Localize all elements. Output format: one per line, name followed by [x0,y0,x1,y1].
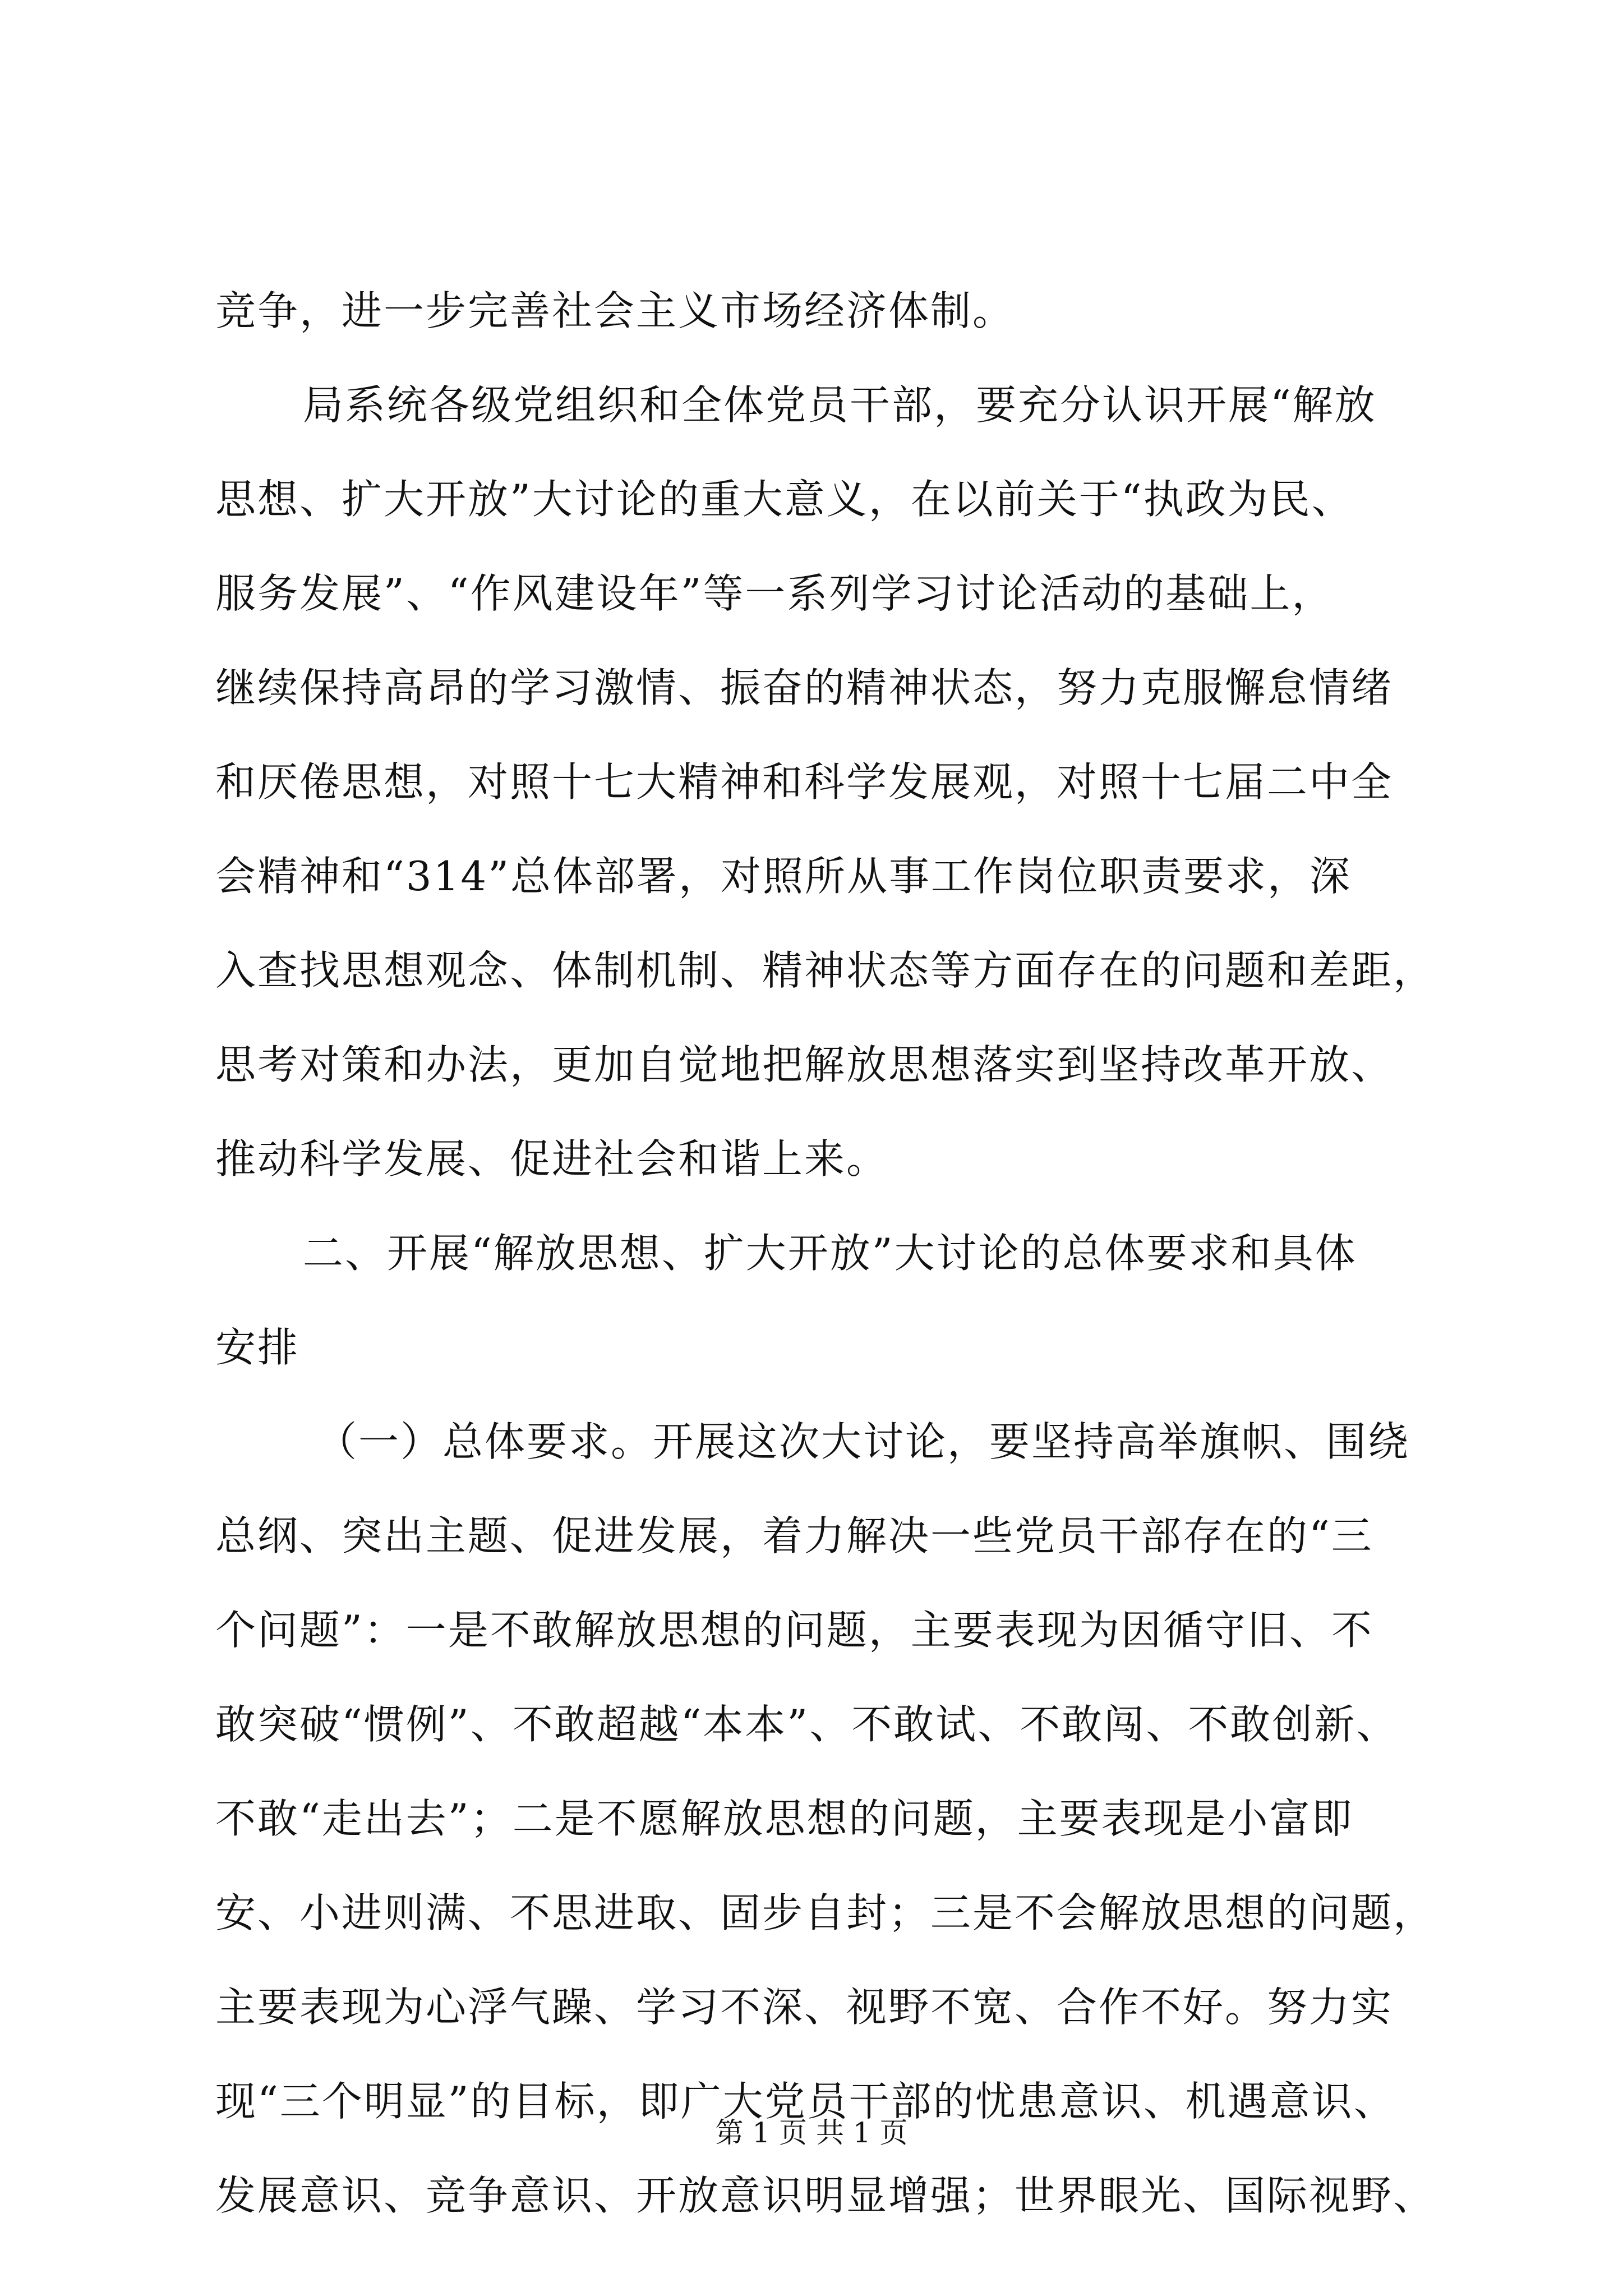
text-line: 敢突破“惯例”、不敢超越“本本”、不敢试、不敢闯、不敢创新、 [215,1701,1399,1748]
section-heading-line: 二、开展“解放思想、扩大开放”大讨论的总体要求和具体 [303,1230,1357,1277]
text-line: 总纲、突出主题、促进发展，着力解决一些党员干部存在的“三 [215,1512,1373,1559]
text-line: 会精神和“314”总体部署，对照所从事工作岗位职责要求，深 [215,853,1352,900]
text-line: 思想、扩大开放”大讨论的重大意义，在以前关于“执政为民、 [215,476,1354,523]
text-line: 入查找思想观念、体制机制、精神状态等方面存在的问题和差距， [215,947,1436,994]
text-line: 思考对策和办法，更加自觉地把解放思想落实到坚持改革开放、 [215,1041,1394,1088]
text-line: 主要表现为心浮气躁、学习不深、视野不宽、合作不好。努力实 [215,1984,1394,2031]
text-line: 安、小进则满、不思进取、固步自封；三是不会解放思想的问题， [215,1889,1436,1936]
page-number-label: 第 1 页 共 1 页 [715,2116,908,2149]
text-line: 推动科学发展、促进社会和谐上来。 [215,1135,889,1182]
text-line: 现“三个明显”的目标，即广大党员干部的忧患意识、机遇意识、 [215,2078,1396,2125]
text-line: 发展意识、竞争意识、开放意识明显增强；世界眼光、国际视野、 [215,2172,1436,2219]
text-line: 服务发展”、“作风建设年”等一系列学习讨论活动的基础上， [215,570,1334,617]
paragraph-start-line: 局系统各级党组织和全体党员干部，要充分认识开展“解放 [303,381,1377,429]
text-line: 竞争，进一步完善社会主义市场经济体制。 [215,287,1015,334]
text-line: 个问题”：一是不敢解放思想的问题，主要表现为因循守旧、不 [215,1607,1373,1654]
text-line: 不敢“走出去”；二是不愿解放思想的问题，主要表现是小富即 [215,1795,1354,1842]
text-line: 继续保持高昂的学习激情、振奋的精神状态，努力克服懈怠情绪 [215,664,1394,711]
document-body [215,264,1436,2243]
paragraph-start-line: （一）总体要求。开展这次大讨论，要坚持高举旗帜、围绕 [316,1418,1410,1465]
section-heading-line: 安排 [215,1324,300,1371]
text-line: 和厌倦思想，对照十七大精神和科学发展观，对照十七届二中全 [215,758,1394,806]
page-footer [0,2116,1623,2150]
